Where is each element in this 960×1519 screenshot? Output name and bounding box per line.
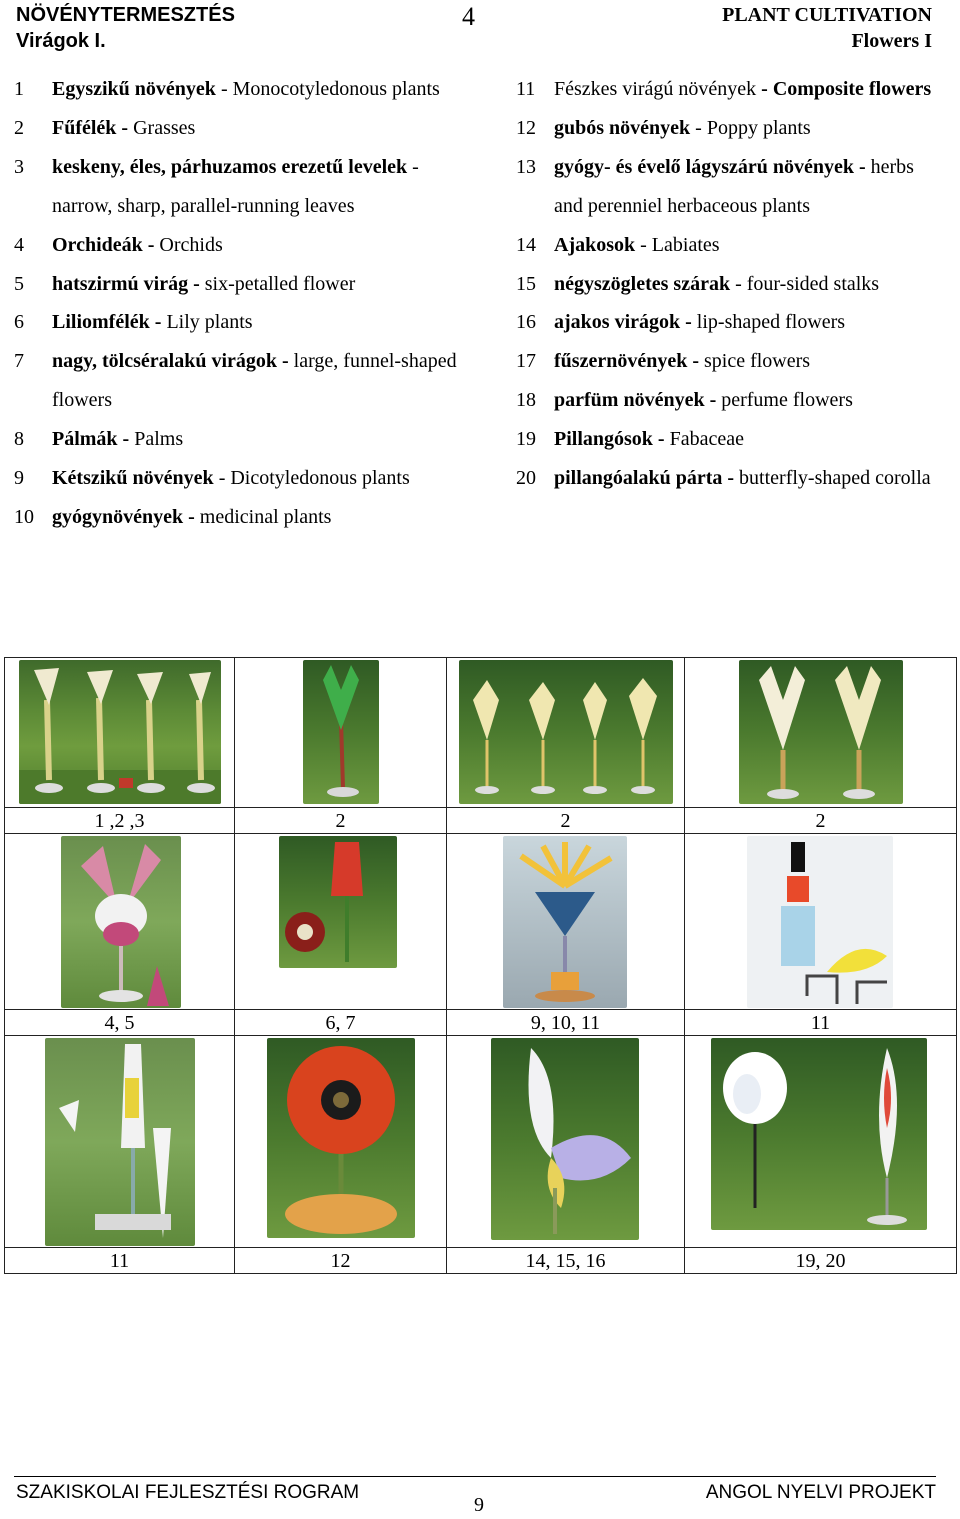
list-item: 17 fűszernövények - spice flowers (516, 350, 811, 373)
list-item: 5 hatszirmú virág - six-petalled flower (14, 272, 356, 295)
floret-parts-model-icon (45, 1038, 195, 1246)
vocabulary-list-left (14, 70, 484, 537)
list-item: 12 gubós növények - Poppy plants (516, 116, 811, 139)
list-item: 15 négyszögletes szárak - four-sided stalks (516, 272, 880, 295)
list-item: 3 keskeny, éles, párhuzamos erezetű levelek - narrow, sharp, parallel-running leaves (14, 155, 419, 217)
poppy-model-icon (267, 1038, 415, 1238)
list-item: 20 pillangóalakú párta - butterfly-shaped corolla (516, 467, 931, 490)
photo-fabaceae (685, 1036, 957, 1248)
list-item: 11 Fészkes virágú növények - Composite flowers (516, 78, 932, 100)
caption: 2 (235, 808, 447, 834)
photo-grass-flower-green (235, 658, 447, 808)
labiate-flower-model-icon (491, 1038, 639, 1240)
photo-orchid (5, 834, 235, 1010)
footer-program: SZAKISKOLAI FEJLESZTÉSI ROGRAM (16, 1482, 360, 1503)
list-item: 19 Pillangósok - Fabaceae (516, 428, 744, 451)
caption: 6, 7 (235, 1010, 447, 1036)
list-item: 1 Egyszikű növények - Monocotyledonous plants (14, 78, 440, 100)
caption: 2 (447, 808, 685, 834)
photo-grid (4, 657, 957, 1274)
subject-title: NÖVÉNYTERMESZTÉS (16, 4, 235, 26)
photo-grass-flowers-large (685, 658, 957, 808)
caption: 2 (685, 808, 957, 834)
list-item: 6 Liliomfélék - Lily plants (14, 311, 253, 334)
list-item: 4 Orchideák - Orchids (14, 233, 223, 256)
header-left (16, 2, 235, 54)
caption: 4, 5 (5, 1010, 235, 1036)
caption: 11 (5, 1248, 235, 1274)
page-number: 9 (474, 1494, 484, 1516)
photo-composite-flower (447, 834, 685, 1010)
composite-flower-model-icon (503, 836, 627, 1008)
butterfly-flower-model-icon (711, 1038, 927, 1230)
photo-grass-flowers-yellow (447, 658, 685, 808)
photo-poppy (235, 1036, 447, 1248)
large-flower-models-icon (739, 660, 903, 804)
section-title: Virágok I. (16, 30, 106, 52)
list-item: 2 Fűfélék - Grasses (14, 116, 196, 139)
caption: 12 (235, 1248, 447, 1274)
list-item: 10 gyógynövények - medicinal plants (14, 505, 332, 528)
lily-model-icon (279, 836, 397, 968)
list-item: 18 parfüm növények - perfume flowers (516, 389, 853, 412)
header-number: 4 (462, 2, 475, 31)
footer-project: ANGOL NYELVI PROJEKT (705, 1482, 936, 1503)
footer-divider (14, 1476, 936, 1477)
caption: 14, 15, 16 (447, 1248, 685, 1274)
vocabulary-list-right (516, 70, 946, 498)
list-item: 13 gyógy- és évelő lágyszárú növények - herbs and perenniel herbaceous plants (516, 155, 914, 217)
subject-title-en: PLANT CULTIVATION (722, 4, 932, 26)
list-item: 9 Kétszikű növények - Dicotyledonous plants (14, 467, 410, 490)
list-item: 16 ajakos virágok - lip-shaped flowers (516, 311, 846, 334)
list-item: 8 Pálmák - Palms (14, 428, 184, 451)
list-item: 7 nagy, tölcséralakú virágok - large, funnel-shaped flowers (14, 350, 457, 412)
photo-floret-model (685, 834, 957, 1010)
photo-lily (235, 834, 447, 1010)
floret-model-icon (747, 836, 893, 1008)
section-title-en: Flowers I (851, 30, 932, 52)
yellow-flower-models-icon (459, 660, 673, 804)
photo-floret-parts (5, 1036, 235, 1248)
orchid-model-icon (61, 836, 181, 1008)
photo-grasses-models (5, 658, 235, 808)
caption: 9, 10, 11 (447, 1010, 685, 1036)
photo-labiate (447, 1036, 685, 1248)
caption: 11 (685, 1010, 957, 1036)
grass-flower-models-icon (19, 660, 221, 804)
caption: 19, 20 (685, 1248, 957, 1274)
list-item: 14 Ajakosok - Labiates (516, 233, 720, 256)
header-right (722, 2, 932, 54)
caption: 1 ,2 ,3 (5, 808, 235, 834)
green-flower-model-icon (303, 660, 379, 804)
